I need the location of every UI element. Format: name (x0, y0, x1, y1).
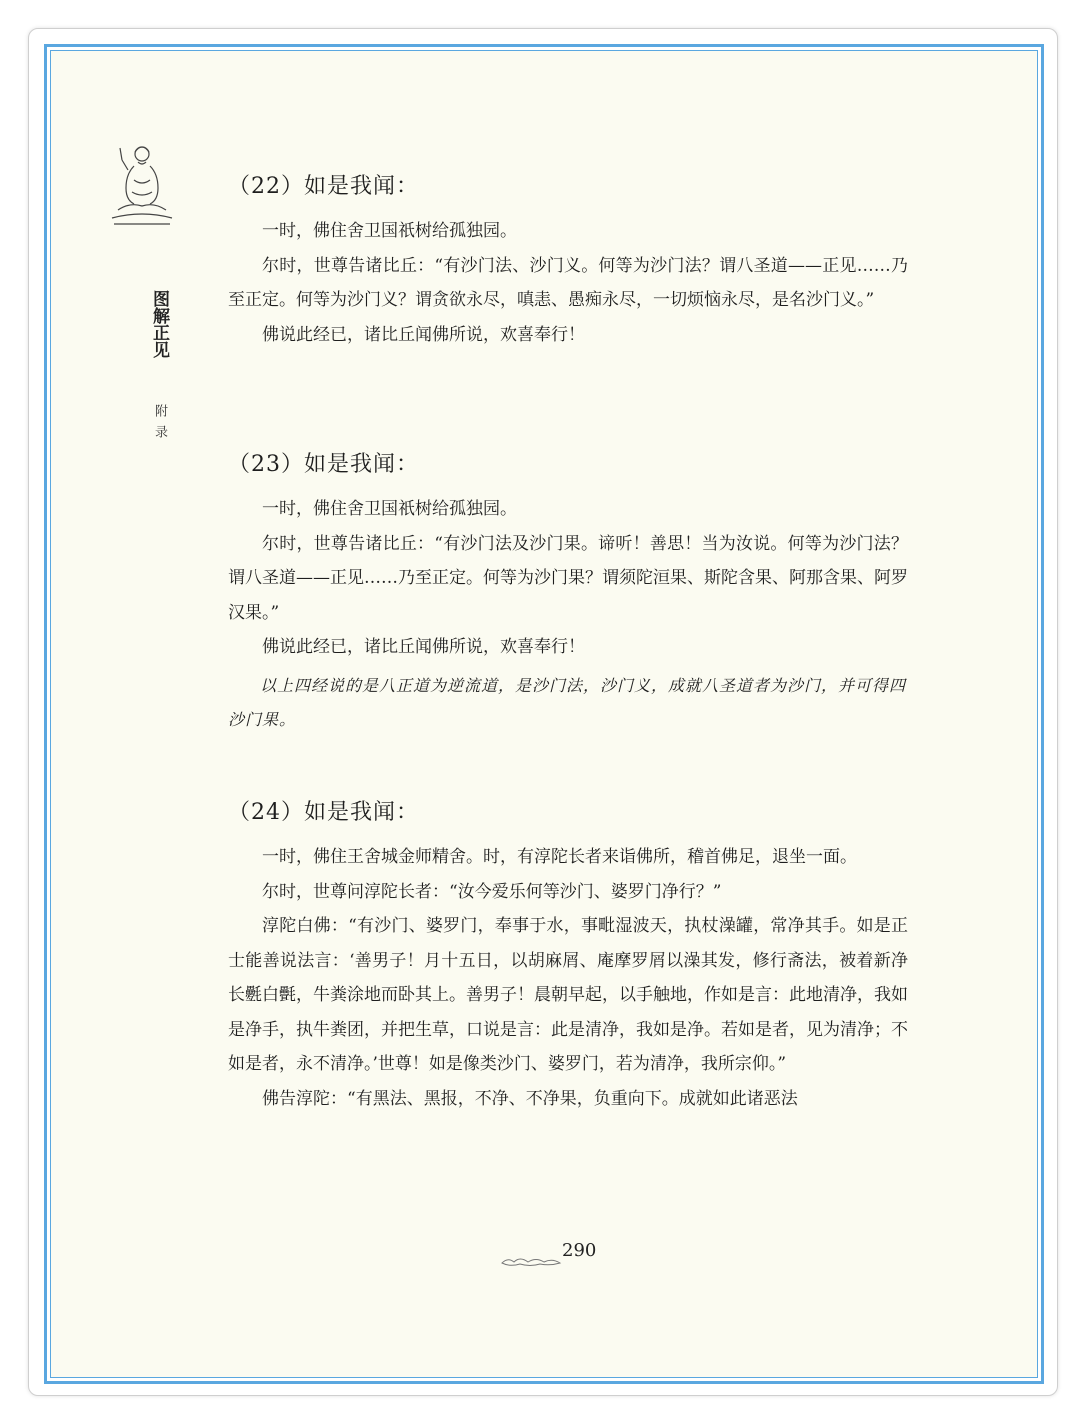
book-title: 图解正见 (149, 290, 169, 358)
paragraph: 一时，佛住舍卫国祇树给孤独园。 (262, 221, 517, 241)
page-number: 290 (562, 1240, 597, 1261)
sutra-section-23 (228, 448, 908, 737)
section-heading: （23）如是我闻： (228, 452, 419, 477)
buddha-figure-icon (104, 140, 180, 228)
section-heading: （22）如是我闻： (228, 174, 419, 199)
commentary-note: 以上四经说的是八正道为逆流道，是沙门法，沙门义，成就八圣道者为沙门，并可得四沙门果。 (228, 675, 907, 729)
page-footer (500, 1240, 610, 1272)
section-label: 附录 (152, 404, 167, 446)
cloud-ornament-icon (500, 1254, 562, 1268)
paragraph: 尔时，世尊问淳陀长者：“汝今爱乐何等沙门、婆罗门净行？” (262, 881, 722, 902)
paragraph: 一时，佛住舍卫国祇树给孤独园。 (262, 499, 517, 519)
section-heading: （24）如是我闻： (228, 800, 419, 825)
sutra-section-22 (228, 170, 908, 352)
paragraph: 佛说此经已，诸比丘闻佛所说，欢喜奉行！ (262, 324, 585, 345)
paragraph: 一时，佛住王舍城金师精舍。时，有淳陀长者来诣佛所，稽首佛足，退坐一面。 (262, 847, 857, 867)
paragraph: 佛告淳陀：“有黑法、黑报，不净、不净果，负重向下。成就如此诸恶法 (262, 1088, 798, 1109)
paragraph: 尔时，世尊告诸比丘：“有沙门法及沙门果。谛听！善思！当为汝说。何等为沙门法？谓八圣道——正见……乃至正定。何等为沙门果？谓须陀洹果、斯陀含果、阿那含果、阿罗汉果。” (228, 533, 908, 623)
paragraph: 尔时，世尊告诸比丘：“有沙门法、沙门义。何等为沙门法？谓八圣道——正见……乃至正定。何等为沙门义？谓贪欲永尽，嗔恚、愚痴永尽，一切烦恼永尽，是名沙门义。” (228, 255, 908, 310)
paragraph: 淳陀白佛：“有沙门、婆罗门，奉事于水，事毗湿波天，执杖澡罐，常净其手。如是正士能善说法言：‘善男子！月十五日，以胡麻屑、庵摩罗屑以澡其发，修行斋法，被着新净长氎白㲲，牛粪涂地而卧其上。善男子！晨朝早起，以手触地，作如是言：此地清净，我如是净手，执牛粪团，并把生草，口说是言：此是清净，我如是净。若如是者，见为清净；不如是者，永不清净。’世尊！如是像类沙门、婆罗门，若为清净，我所宗仰。” (228, 916, 908, 1074)
paragraph: 佛说此经已，诸比丘闻佛所说，欢喜奉行！ (262, 637, 585, 657)
sutra-section-24 (228, 796, 908, 1116)
